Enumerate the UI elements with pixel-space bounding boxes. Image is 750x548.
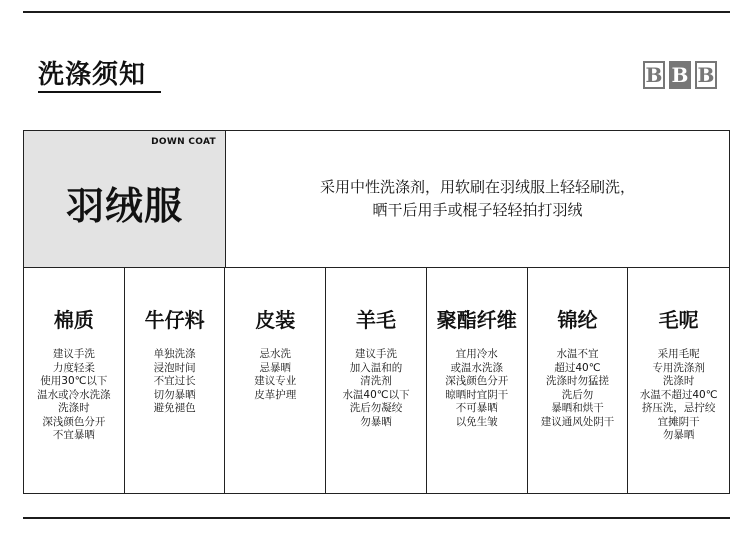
material-name: 皮装 <box>255 308 296 332</box>
care-tip-line: 切勿暴晒 <box>153 388 196 401</box>
material-column <box>326 268 427 493</box>
material-care-tips <box>225 348 325 402</box>
care-tip-line: 洗后勿 <box>561 388 594 401</box>
care-tip-line: 不宜暴晒 <box>52 429 95 441</box>
material-care-tips <box>24 348 124 443</box>
material-column <box>225 268 326 493</box>
title-underline <box>38 91 161 93</box>
description-line: 采用中性洗涤剂，用软刷在羽绒服上轻轻刷洗， <box>319 178 635 196</box>
care-tip-line: 宜用冷水 <box>455 348 498 360</box>
care-tip-line: 温水或冷水洗涤 <box>37 388 111 401</box>
care-tip-line: 忌暴晒 <box>259 361 292 374</box>
material-care-tips <box>125 348 225 416</box>
garment-type-cell <box>24 131 226 267</box>
care-tip-line: 避免褪色 <box>153 402 196 414</box>
care-tip-line: 不可暴晒 <box>455 402 498 414</box>
care-tip-line: 水温不超过40℃ <box>639 388 718 401</box>
material-column <box>24 268 125 493</box>
care-tip-line: 超过40℃ <box>554 361 601 374</box>
brand-logo-outline-mark: B <box>695 61 717 89</box>
care-tip-line: 或温水洗涤 <box>450 361 503 374</box>
care-tip-line: 晾晒时宜阴干 <box>445 388 509 401</box>
description-line: 晒干后用手或棍子轻轻拍打羽绒 <box>372 201 583 219</box>
material-care-tips <box>628 348 729 443</box>
material-name: 毛呢 <box>658 308 699 332</box>
garment-chinese-label: 羽绒服 <box>65 184 183 228</box>
material-columns <box>24 268 729 493</box>
care-tip-line: 专用洗涤剂 <box>652 361 705 374</box>
care-tip-line: 以免生皱 <box>455 415 498 428</box>
care-tip-line: 洗涤时 <box>58 402 90 414</box>
care-tip-line: 宜摊阴干 <box>657 415 700 428</box>
brand-logo <box>643 61 717 89</box>
material-column <box>528 268 629 493</box>
material-care-tips <box>427 348 527 429</box>
garment-english-label: DOWN COAT <box>151 137 216 147</box>
care-tip-line: 洗后勿凝绞 <box>349 402 403 414</box>
care-tip-line: 单独洗涤 <box>153 348 196 360</box>
care-tip-line: 使用30℃以下 <box>40 375 108 387</box>
material-name: 锦纶 <box>557 308 598 332</box>
care-tip-line: 勿暴晒 <box>360 415 392 428</box>
material-name: 聚酯纤维 <box>436 308 517 332</box>
care-tip-line: 建议通风处阴干 <box>540 415 615 428</box>
material-care-tips <box>528 348 628 429</box>
care-tip-line: 力度轻柔 <box>52 361 95 374</box>
page-title: 洗涤须知 <box>38 60 147 90</box>
care-tip-line: 洗涤时 <box>662 375 695 387</box>
care-tip-line: 不宜过长 <box>153 375 196 387</box>
care-tip-line: 深浅颜色分开 <box>42 415 106 428</box>
brand-logo-filled-mark: B <box>669 61 691 89</box>
care-tip-line: 深浅颜色分开 <box>445 375 509 387</box>
material-name: 羊毛 <box>356 308 397 332</box>
care-tip-line: 建议手洗 <box>355 348 398 360</box>
care-tip-line: 忌水洗 <box>259 348 292 360</box>
care-tip-line: 采用毛呢 <box>657 348 700 360</box>
care-tip-line: 加入温和的 <box>349 361 403 374</box>
care-tip-line: 皮革护理 <box>254 388 297 401</box>
care-tip-line: 挤压洗，忌拧绞 <box>641 402 716 414</box>
brand-logo-outline-mark: B <box>643 61 665 89</box>
material-column <box>125 268 226 493</box>
care-tip-line: 建议专业 <box>254 375 297 387</box>
care-tip-line: 洗涤时勿猛搓 <box>545 375 609 387</box>
care-tip-line: 勿暴晒 <box>662 429 695 441</box>
care-tip-line: 浸泡时间 <box>153 361 196 374</box>
material-name: 棉质 <box>53 308 94 332</box>
care-tip-line: 建议手洗 <box>52 348 95 360</box>
care-tip-line: 水温不宜 <box>556 348 599 360</box>
care-table <box>23 130 730 494</box>
care-tip-line: 清洗剂 <box>360 375 392 387</box>
material-column <box>628 268 729 493</box>
material-name: 牛仔料 <box>144 308 205 332</box>
top-divider <box>23 11 730 13</box>
care-tip-line: 暴晒和烘干 <box>551 402 604 414</box>
material-care-tips <box>326 348 426 429</box>
care-tip-line: 水温40℃以下 <box>342 388 410 401</box>
garment-care-description <box>226 131 729 267</box>
bottom-divider <box>23 517 730 519</box>
material-column <box>427 268 528 493</box>
